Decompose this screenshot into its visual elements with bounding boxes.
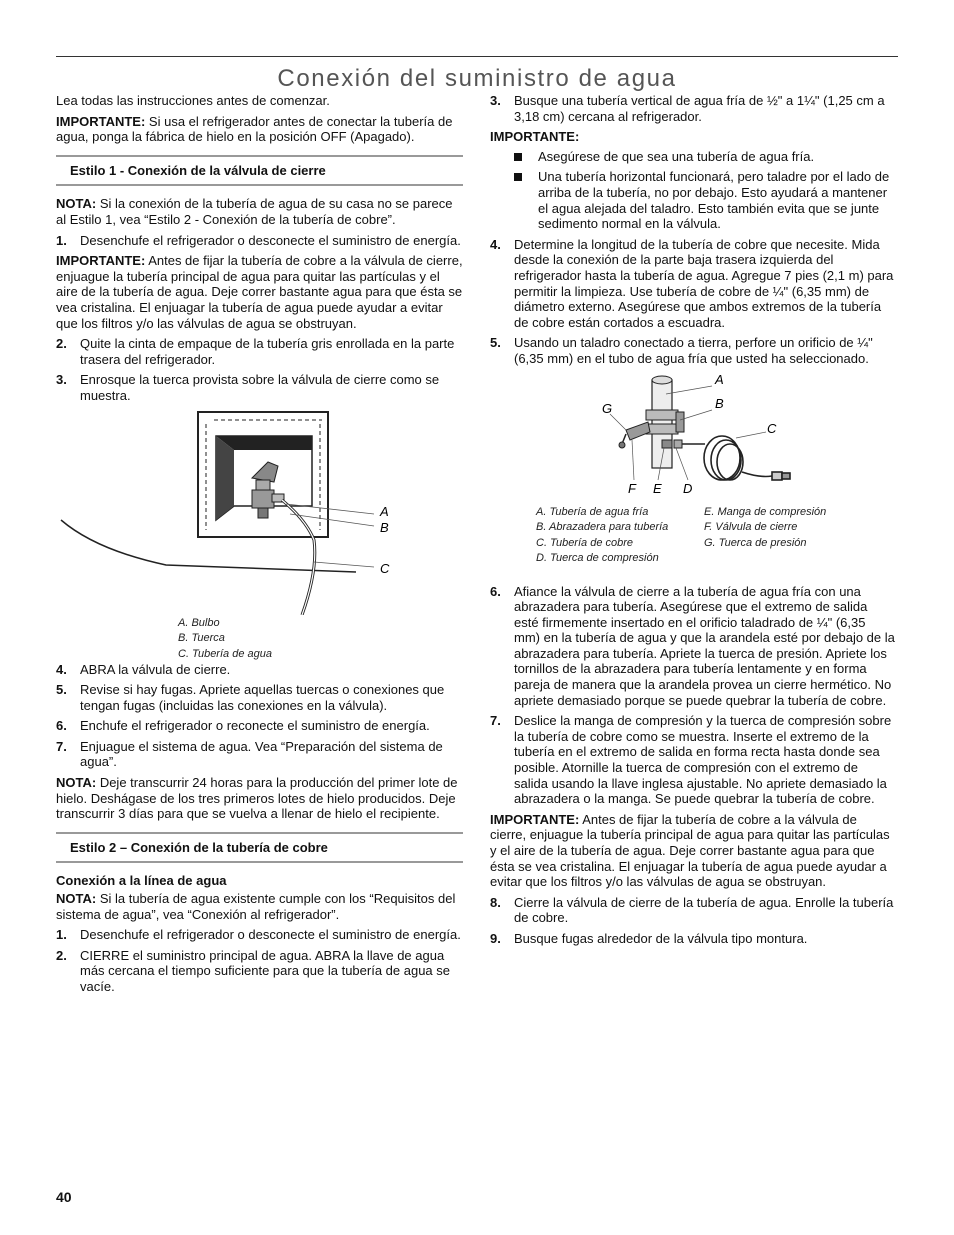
figure2-captions-left bbox=[536, 505, 668, 567]
label-d: D bbox=[683, 480, 693, 496]
compression-nut-icon bbox=[662, 440, 682, 448]
style2-heading: Estilo 2 – Conexión de la tubería de cobre bbox=[56, 832, 463, 864]
list-item: 9. Busque fugas alrededor de la válvula tipo montura. bbox=[490, 930, 808, 946]
important-note: IMPORTANTE: Si usa el refrigerador antes de conectar la tubería de agua, ponga la fábrica de hielo en la posición OFF (Apagado). bbox=[56, 113, 453, 145]
style2-note: NOTA: Si la tubería de agua existente cumple con los “Requisitos del sistema de agua”, vea “Conexión al refrigerador”. bbox=[56, 891, 456, 922]
saddle-valve-illustration bbox=[490, 372, 895, 502]
style1-steps-a bbox=[56, 233, 463, 249]
label-c: C bbox=[767, 420, 777, 436]
important-flush-note: IMPORTANTE: Antes de fijar la tubería de cobre a la válvula de cierre, enjuague la tubería principal de agua para quitar las partículas y el aire de la tubería de agua. Deje correr bastante agua para que ésta se vea cristalina. El enjuagar la tubería de agua puede ayudar a evitar que los filtros y/o las válvulas de agua se obstruyan. bbox=[490, 811, 890, 890]
list-item: 5. Usando un taladro conectado a tierra, perfore un orificio de ¼" (6,35 mm) en el tubo de agua fría que usted ha seleccionado. bbox=[490, 335, 873, 366]
style1-steps-b bbox=[56, 336, 463, 403]
figure2-captions-right bbox=[704, 505, 826, 552]
caption: A. Tubería de agua fría bbox=[536, 505, 649, 518]
top-rule bbox=[56, 56, 898, 57]
caption: B. Abrazadera para tubería bbox=[536, 521, 669, 533]
ice-note: NOTA: Deje transcurrir 24 horas para la producción del primer lote de hielo. Deshágase de los tres primeros lotes de hielo producidos. Deje transcurrir 3 días para que se vuelva a llenar de hielo el recipiente. bbox=[56, 775, 458, 822]
saddle-valve-figure bbox=[490, 372, 895, 584]
right-steps-c bbox=[490, 895, 895, 947]
shutoff-valve-icon bbox=[619, 422, 650, 448]
list-item: 2. CIERRE el suministro principal de agua. ABRA la llave de agua más cercana el tiempo suficiente para que la tubería de agua se vacíe. bbox=[56, 947, 451, 994]
square-bullet-icon bbox=[514, 173, 522, 181]
shutoff-valve-figure bbox=[56, 410, 463, 662]
left-column bbox=[56, 93, 463, 1000]
caption: D. Tuerca de compresión bbox=[536, 552, 659, 564]
important-label: IMPORTANTE: bbox=[490, 129, 580, 145]
label-a: A bbox=[380, 503, 389, 519]
copper-tube-icon bbox=[682, 436, 790, 480]
list-item: 3. Enrosque la tuerca provista sobre la válvula de cierre como se muestra. bbox=[56, 372, 440, 403]
list-item: Una tubería horizontal funcionará, pero taladre por el lado de arriba de la tubería, no por debajo. Esto ayudará a mantener el agua alejada del taladro. Esto también evita que se junte sedimento normal en la válvula. bbox=[490, 169, 895, 231]
caption: A. Bulbo bbox=[178, 616, 220, 629]
list-item: 7. Enjuague el sistema de agua. Vea “Preparación del sistema de agua”. bbox=[56, 738, 443, 770]
list-item: 7. Deslice la manga de compresión y la tuerca de compresión sobre la tubería de cobre como se muestra. Inserte el extremo de la tubería en el extremo de salida en forma recta hasta donde sea posible. Atornille la tuerca de compresión con el extremo de salida usando la llave inglesa ajustable. No apriete demasiado la abrazadera o la manga. Se puede quebrar la tubería de cobre. bbox=[490, 713, 892, 807]
label-b: B bbox=[715, 395, 724, 411]
water-tube-icon bbox=[282, 500, 315, 615]
list-item: 3. Busque una tubería vertical de agua fría de ½" a 1¼" (1,25 cm a 3,18 cm) cercana al refrigerador. bbox=[490, 93, 885, 124]
list-item: 1. Desenchufe el refrigerador o desconecte el suministro de energía. bbox=[56, 927, 461, 943]
label-a: A bbox=[715, 371, 724, 387]
important-flush-note: IMPORTANTE: Antes de fijar la tubería de cobre a la válvula de cierre, enjuague la tubería principal de agua para quitar las partículas y el aire de la tubería de agua. Deje correr bastante agua para que ésta se vea cristalina. El enjuagar la tubería de agua puede ayudar a evitar que los filtros y/o las válvulas de agua se obstruyan. bbox=[56, 253, 463, 331]
style1-note: NOTA: Si la conexión de la tubería de agua de su casa no se parece al Estilo 1, vea “Estilo 2 - Conexión de la tubería de cobre”. bbox=[56, 196, 453, 227]
page-number: 40 bbox=[56, 1189, 72, 1205]
caption: G. Tuerca de presión bbox=[704, 536, 807, 549]
square-bullet-icon bbox=[514, 153, 522, 161]
label-b: B bbox=[380, 519, 389, 535]
label-e: E bbox=[653, 480, 662, 496]
list-item: 6. Enchufe el refrigerador o reconecte el suministro de energía. bbox=[56, 718, 430, 734]
label-g: G bbox=[602, 400, 613, 416]
right-step-3 bbox=[490, 93, 895, 124]
caption: B. Tuerca bbox=[178, 632, 225, 644]
list-item: 4. ABRA la válvula de cierre. bbox=[56, 661, 231, 677]
caption: F. Válvula de cierre bbox=[704, 521, 798, 533]
figure1-captions bbox=[178, 616, 272, 663]
list-item: Asegúrese de que sea una tubería de agua fría. bbox=[490, 149, 895, 165]
style2-steps bbox=[56, 927, 463, 994]
label-f: F bbox=[628, 480, 636, 496]
list-item: 6. Afiance la válvula de cierre a la tubería de agua fría con una abrazadera para tubería. Asegúrese que el extremo de salida esté firmemente insertado en el orificio taladrado de ¼" (6,35 mm) en la tubería de agua y que la arandela esté por debajo de la abrazadera para tubería. Apriete la tuerca de presión. Apriete los tornillos de la abrazadera para tubería lentamente y en forma pareja de manera que la arandela provea un cierre hermético. No apriete demasiado porque se puede quebrar la tubería de cobre. bbox=[490, 583, 895, 708]
caption: E. Manga de compresión bbox=[704, 505, 827, 518]
list-item: 5. Revise si hay fugas. Apriete aquellas tuercas o conexiones que tengan fugas (incluidas las conexiones en la válvula). bbox=[56, 682, 445, 713]
list-item: 4. Determine la longitud de la tubería de cobre que necesite. Mida desde la conexión de la parte baja trasera izquierda del refrigerador hasta la tubería de agua. Agregue 7 pies (2,1 m) para permitir la limpieza. Use tubería de cobre de ¼" (6,35 mm) de diámetro externo. Asegúrese que ambos extremos de la tubería de cobre están cortados a escuadra. bbox=[490, 236, 894, 330]
list-item: 1. Desenchufe el refrigerador o desconecte el suministro de energía. bbox=[56, 232, 461, 248]
intro-text: Lea todas las instrucciones antes de comenzar. bbox=[56, 93, 330, 108]
caption: C. Tubería de agua bbox=[178, 647, 272, 660]
list-item: 8. Cierre la válvula de cierre de la tubería de agua. Enrolle la tubería de cobre. bbox=[490, 894, 894, 926]
water-line-heading: Conexión a la línea de agua bbox=[56, 873, 227, 889]
caption: C. Tubería de cobre bbox=[536, 536, 634, 549]
label-c: C bbox=[380, 560, 390, 576]
style1-heading: Estilo 1 - Conexión de la válvula de cierre bbox=[56, 155, 463, 187]
important-bullets bbox=[490, 149, 895, 232]
right-steps-b bbox=[490, 584, 895, 807]
style1-steps-c bbox=[56, 662, 463, 771]
right-column bbox=[490, 93, 895, 952]
cold-water-pipe-icon bbox=[652, 376, 672, 468]
page-title: Conexión del suministro de agua bbox=[277, 65, 677, 92]
right-steps-a bbox=[490, 237, 895, 367]
list-item: 2. Quite la cinta de empaque de la tubería gris enrollada en la parte trasera del refrigerador. bbox=[56, 336, 455, 367]
shutoff-valve-illustration bbox=[56, 410, 463, 615]
